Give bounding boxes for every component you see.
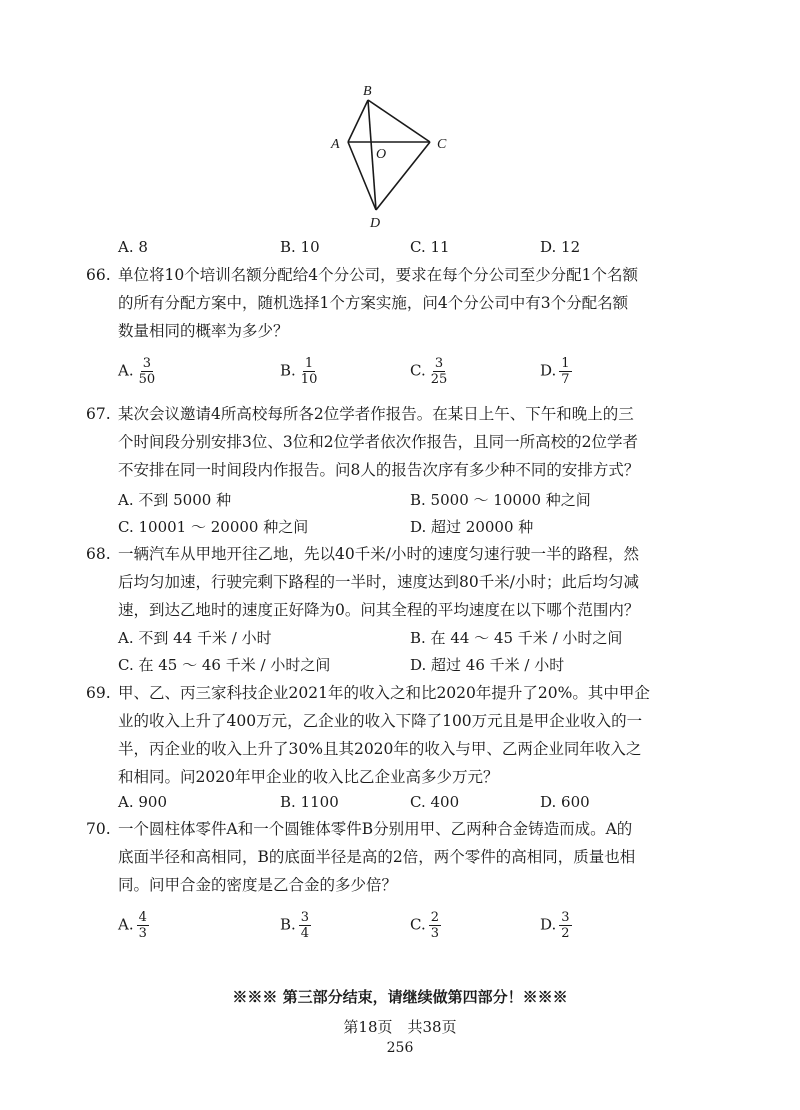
numerator: 3 xyxy=(434,356,444,371)
q68-option-c: C. 在 45 ～ 46 千米 / 小时之间 xyxy=(118,656,331,674)
option-label: A. xyxy=(118,361,134,380)
question-line: 同。问甲合金的密度是乙合金的多少倍？ xyxy=(118,876,398,894)
question-line: 一个圆柱体零件A和一个圆锥体零件B分别用甲、乙两种合金铸造而成。A的 xyxy=(118,820,633,838)
question-number: 66. xyxy=(86,266,111,284)
question-line: 后均匀加速，行驶完剩下路程的一半时，速度达到80千米/小时；此后均匀减 xyxy=(118,573,639,591)
question-line: 速，到达乙地时的速度正好降为0。问其全程的平均速度在以下哪个范围内？ xyxy=(118,601,640,619)
q66-option-a xyxy=(118,356,157,387)
question-line: 底面半径和高相同，B的底面半径是高的2倍，两个零件的高相同，质量也相 xyxy=(118,848,636,866)
option-label: C. xyxy=(410,361,426,380)
option-label: D. xyxy=(540,361,557,380)
denominator: 25 xyxy=(430,372,448,387)
fraction xyxy=(299,910,311,941)
q69-option-a: A. 900 xyxy=(118,793,167,811)
q69-option-c: C. 400 xyxy=(410,793,460,811)
option-label: A. xyxy=(118,915,134,934)
denominator: 3 xyxy=(430,926,439,941)
numerator: 3 xyxy=(142,356,152,371)
label-b: B xyxy=(363,84,372,99)
q68-option-d: D. 超过 46 千米 / 小时 xyxy=(410,656,565,674)
question-line: 单位将10个培训名额分配给4个分公司，要求在每个分公司至少分配1个名额 xyxy=(118,266,638,284)
numerator: 1 xyxy=(304,356,314,371)
q67-option-d: D. 超过 20000 种 xyxy=(410,518,534,536)
fraction xyxy=(299,356,320,387)
fraction xyxy=(559,910,571,941)
numerator: 3 xyxy=(300,910,310,925)
question-line: 和相同。问2020年甲企业的收入比乙企业高多少万元？ xyxy=(118,768,499,786)
label-d: D xyxy=(370,216,381,230)
numerator: 4 xyxy=(138,910,147,925)
quadrilateral-diagram xyxy=(320,80,460,230)
quadrilateral-figure xyxy=(320,80,460,230)
denominator: 4 xyxy=(300,926,310,941)
denominator: 2 xyxy=(561,926,570,941)
q67-option-b: B. 5000 ～ 10000 种之间 xyxy=(410,491,591,509)
question-line: 业的收入上升了400万元，乙企业的收入下降了100万元且是甲企业收入的一 xyxy=(118,712,643,730)
q68-option-b: B. 在 44 ～ 45 千米 / 小时之间 xyxy=(410,629,623,647)
q65-option-a: A. 8 xyxy=(118,238,148,256)
edge-bc xyxy=(368,100,430,142)
question-line: 一辆汽车从甲地开往乙地，先以40千米/小时的速度匀速行驶一半的路程，然 xyxy=(118,545,639,563)
q70-option-a xyxy=(118,910,149,941)
question-68 xyxy=(86,540,690,624)
q69-option-d: D. 600 xyxy=(540,793,590,811)
q65-option-b: B. 10 xyxy=(280,238,320,256)
denominator: 50 xyxy=(138,372,156,387)
question-70 xyxy=(86,815,690,899)
question-69 xyxy=(86,679,690,791)
label-c: C xyxy=(437,137,447,152)
option-label: D. xyxy=(540,915,557,934)
q68-option-a: A. 不到 44 千米 / 小时 xyxy=(118,629,272,647)
section-end-notice: ※※※ 第三部分结束，请继续做第四部分！※※※ xyxy=(232,988,568,1006)
option-label: B. xyxy=(280,915,296,934)
question-number: 68. xyxy=(86,545,111,563)
q70-option-c xyxy=(410,910,441,941)
question-66 xyxy=(86,261,690,345)
option-label: B. xyxy=(280,361,296,380)
fraction xyxy=(137,910,149,941)
question-line: 半，丙企业的收入上升了30%且其2020年的收入与甲、乙两企业同年收入之 xyxy=(118,740,642,758)
q65-option-d: D. 12 xyxy=(540,238,581,256)
page-number: 256 xyxy=(386,1040,414,1056)
edge-ab xyxy=(348,100,368,142)
fraction xyxy=(429,910,441,941)
fraction xyxy=(559,356,571,387)
numerator: 2 xyxy=(430,910,439,925)
question-67 xyxy=(86,400,690,484)
q69-option-b: B. 1100 xyxy=(280,793,339,811)
question-line: 的所有分配方案中，随机选择1个方案实施，问4个分公司中有3个分配名额 xyxy=(118,294,629,312)
question-number: 69. xyxy=(86,684,111,702)
fraction xyxy=(429,356,450,387)
q67-option-c: C. 10001 ～ 20000 种之间 xyxy=(118,518,309,536)
question-number: 67. xyxy=(86,405,111,423)
fraction xyxy=(137,356,158,387)
q67-option-a: A. 不到 5000 种 xyxy=(118,491,232,509)
label-o: O xyxy=(376,147,387,162)
q66-option-b xyxy=(280,356,319,387)
numerator: 1 xyxy=(561,356,570,371)
question-line: 甲、乙、丙三家科技企业2021年的收入之和比2020年提升了20%。其中甲企 xyxy=(118,684,650,702)
denominator: 7 xyxy=(561,372,570,387)
denominator: 10 xyxy=(300,372,318,387)
question-line: 个时间段分别安排3位、3位和2位学者依次作报告，且同一所高校的2位学者 xyxy=(118,433,638,451)
question-line: 不安排在同一时间段内作报告。问8人的报告次序有多少种不同的安排方式？ xyxy=(118,461,640,479)
option-label: C. xyxy=(410,915,426,934)
q70-option-b xyxy=(280,910,311,941)
q66-option-d xyxy=(540,356,572,387)
numerator: 3 xyxy=(561,910,570,925)
question-line: 数量相同的概率为多少？ xyxy=(118,322,289,340)
q70-option-d xyxy=(540,910,572,941)
q66-option-c xyxy=(410,356,449,387)
label-a: A xyxy=(331,137,340,152)
q65-option-c: C. 11 xyxy=(410,238,450,256)
denominator: 3 xyxy=(138,926,147,941)
page-info: 第18页 共38页 xyxy=(343,1018,457,1036)
question-number: 70. xyxy=(86,820,111,838)
question-line: 某次会议邀请4所高校每所各2位学者作报告。在某日上午、下午和晚上的三 xyxy=(118,405,634,423)
